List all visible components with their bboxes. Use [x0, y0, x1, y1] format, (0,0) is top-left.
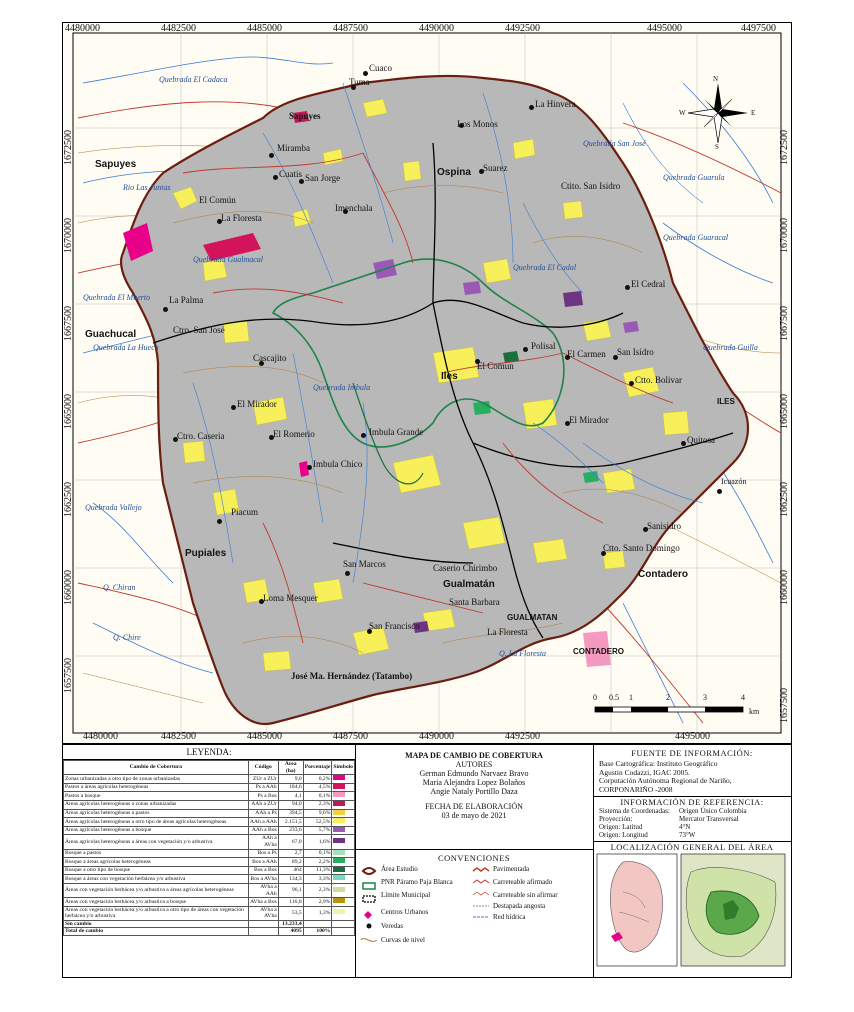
town-label: Contadero — [638, 569, 688, 580]
table-row — [64, 809, 355, 818]
convention-label: Carreteable afirmado — [493, 878, 553, 886]
legend-swatch — [333, 909, 345, 914]
table-header: Código — [248, 761, 278, 775]
cell-symbol — [332, 835, 355, 849]
cell-pct: 100% — [303, 928, 332, 936]
stream-label: Quebrada Vallejo — [85, 503, 142, 512]
convention-label: Destapada angosta — [493, 902, 546, 910]
place-label: Tuma — [349, 77, 370, 87]
cell-code: Ps a Bos — [248, 792, 278, 801]
place-label: Loma Mesquer — [263, 593, 318, 603]
stream-label: Q. Chiran — [103, 583, 136, 592]
cell-symbol — [332, 883, 355, 897]
cell-pct: 3,3% — [303, 875, 332, 884]
cell-code: AAh a AVha — [248, 835, 278, 849]
cell-symbol — [332, 826, 355, 835]
x-tick-bottom: 4480000 — [83, 731, 118, 742]
cell-pct: 1,6% — [303, 835, 332, 849]
x-tick: 4497500 — [741, 23, 776, 34]
place-label: Imenchala — [335, 203, 373, 213]
table-row — [64, 818, 355, 827]
author-name: German Edmundo Narvaez Bravo — [419, 769, 529, 778]
y-tick: 1670000 — [63, 218, 74, 253]
cell-pct: 2,3% — [303, 883, 332, 897]
place-label: El Comun — [477, 361, 514, 371]
source-line: CORPONARIÑO -2008 — [599, 784, 673, 794]
town-label: CONTADERO — [573, 647, 624, 656]
cell-code: Bos a Bos — [248, 866, 278, 875]
y-tick-right: 1667500 — [779, 306, 790, 341]
cell-name: Áreas agrícolas heterogéneas a otro tipo de áreas agrícolas heterogéneas — [64, 818, 249, 827]
cell-area: 89,2 — [278, 858, 303, 867]
place-label: El Cedral — [631, 279, 666, 289]
cell-name: Sin cambio — [64, 920, 249, 928]
place-label: Cascajito — [253, 353, 287, 363]
scale-label: 2 — [666, 693, 670, 702]
convention-label: Veredas — [381, 922, 404, 930]
y-tick-right: 1660000 — [779, 570, 790, 605]
place-label: San Isidro — [617, 347, 654, 357]
stream-label: Quebrada Gualmacal — [193, 255, 263, 264]
x-tick: 4490000 — [419, 23, 454, 34]
reference-title: INFORMACIÓN DE REFERENCIA: — [620, 797, 764, 807]
date-label: FECHA DE ELABORACIÓN — [425, 802, 523, 811]
legend-swatch — [333, 827, 345, 832]
cell-pct: 2,9% — [303, 898, 332, 907]
y-tick-right: 1657500 — [779, 688, 790, 723]
convention-label: Red hídrica — [493, 913, 526, 921]
table-row — [64, 858, 355, 867]
place-label: La Floresta — [221, 213, 262, 223]
table-row — [64, 783, 355, 792]
cell-area: 96,1 — [278, 883, 303, 897]
cell-name: Bosque a áreas con vegetación herbácea y/o arbustiva — [64, 875, 249, 884]
cell-name: Bosque a áreas agrícolas heterogéneas — [64, 858, 249, 867]
legend-swatch — [333, 858, 345, 863]
legend-swatch — [333, 867, 345, 872]
place-label: La Floresta — [487, 627, 528, 637]
cell-area: 53,5 — [278, 906, 303, 920]
x-tick: 4487500 — [333, 23, 368, 34]
cell-name: Bosque a pastos — [64, 849, 249, 858]
y-tick: 1665000 — [63, 394, 74, 429]
convention-label: Centros Urbanos — [381, 908, 429, 916]
table-header: Símbolo — [332, 761, 355, 775]
place-label: El Mirador — [237, 399, 277, 409]
table-row — [64, 898, 355, 907]
scale-label: 0 — [593, 693, 597, 702]
cell-code: AAh a ZUr — [248, 800, 278, 809]
place-label: San Francisco — [369, 621, 420, 631]
authors-label: AUTORES — [455, 760, 493, 769]
cell-symbol — [332, 849, 355, 858]
ref-value: Mercator Transversal — [679, 815, 739, 823]
cell-code: Bos a Ps — [248, 849, 278, 858]
place-label: Miramba — [277, 143, 310, 153]
legend-swatch — [333, 784, 345, 789]
cell-code: AAh a Bos — [248, 826, 278, 835]
cell-code: AAh a AAh — [250, 818, 277, 825]
town-label: Iles — [441, 371, 458, 382]
stream-label: Quebrada Guilla — [703, 343, 758, 352]
cell-code: Ps a AAh — [248, 783, 278, 792]
place-label: Polisal — [531, 341, 556, 351]
cell-symbol — [332, 800, 355, 809]
author-name: Maria Alejandra Lopez Bolaños — [422, 778, 526, 787]
place-label: Ctto. Bolivar — [635, 375, 682, 385]
town-label: Gualmatán — [443, 579, 495, 590]
x-tick-bottom: 4492500 — [505, 731, 540, 742]
scale-label: 0.5 — [609, 693, 619, 702]
cell-pct: 4,5% — [303, 783, 332, 792]
convention-label: PNR Páramo Paja Blanca — [381, 878, 453, 886]
legend-swatch — [333, 775, 345, 780]
stream-label: Q. Chire — [113, 633, 141, 642]
cell-symbol — [332, 792, 355, 801]
y-tick: 1662500 — [63, 482, 74, 517]
ref-key: Proyección: — [599, 815, 633, 823]
place-label: Piacum — [231, 507, 258, 517]
cell-area: 13.233,4 — [278, 920, 303, 928]
cell-name: Pastos a bosque — [64, 792, 249, 801]
source-panel — [593, 745, 791, 977]
table-row — [64, 883, 355, 897]
table-row — [64, 866, 355, 875]
cell-symbol — [332, 928, 355, 936]
table-row — [64, 835, 355, 849]
place-label: Icuazón — [721, 477, 747, 486]
map-frame — [62, 22, 792, 744]
place-label: La Hinvera — [535, 99, 576, 109]
cell-name: Bosque a otro tipo de bosque — [64, 866, 249, 875]
place-label: San Jorge — [305, 173, 341, 183]
ref-value: 73°W — [679, 831, 696, 839]
stream-label: Rio Las Juntas — [123, 183, 171, 192]
cell-pct: 0,1% — [303, 849, 332, 858]
compass-n: N — [713, 75, 719, 83]
cell-code: AVha a Bos — [250, 898, 277, 905]
cell-pct: 52,5% — [303, 818, 332, 827]
scale-label: 4 — [741, 693, 745, 702]
cell-code: ZUr a ZUr — [248, 775, 278, 784]
cell-name: Áreas con vegetación herbácea y/o arbustiva a bosque — [64, 898, 249, 907]
cell-pct: 0,1% — [303, 792, 332, 801]
cell-name: Áreas con vegetación herbácea y/o arbustiva a otro tipo de áreas con vegetación herbácea y/o arbustiva — [64, 906, 249, 920]
compass-w: W — [679, 109, 686, 117]
town-label: Guachucal — [85, 329, 137, 340]
scale-unit: km — [749, 707, 760, 716]
cell-code: AVha a AVha — [248, 906, 278, 920]
y-tick-right: 1665000 — [779, 394, 790, 429]
y-tick: 1657500 — [63, 658, 74, 693]
cell-code: Bos a AVha — [248, 875, 278, 884]
place-label: Cuatis — [279, 169, 303, 179]
scale-label: 3 — [703, 693, 707, 702]
table-row — [64, 906, 355, 920]
ref-key: Origen: Latitud — [599, 823, 643, 831]
legend-swatch — [333, 850, 345, 855]
cell-pct: 5,7% — [303, 826, 332, 835]
place-label: El Mirador — [569, 415, 609, 425]
table-header: Área (ha) — [278, 761, 303, 775]
cell-area: 394,5 — [278, 809, 303, 818]
legend-swatch — [333, 818, 345, 823]
cell-area: 134,3 — [278, 875, 303, 884]
source-line: Agustin Codazzi, IGAC 2005. — [599, 767, 691, 777]
coverage-table — [63, 760, 355, 936]
compass-s: S — [715, 143, 719, 151]
y-tick-right: 1670000 — [779, 218, 790, 253]
stream-label: Quebrada El Muerto — [83, 293, 151, 302]
legend-swatch — [333, 898, 345, 903]
stream-label: Quebrada Guaracal — [663, 233, 729, 242]
place-label: Sapuyes — [289, 111, 321, 121]
x-tick: 4485000 — [247, 23, 282, 34]
y-tick: 1672500 — [63, 130, 74, 165]
stream-label: Quebrada El Cadal — [513, 263, 577, 272]
stream-label: Quebrada San José — [583, 139, 646, 148]
cell-symbol — [332, 783, 355, 792]
place-label: El Carmen — [567, 349, 606, 359]
cell-symbol — [332, 775, 355, 784]
conventions-title: CONVENCIONES — [437, 853, 511, 863]
y-tick-right: 1662500 — [779, 482, 790, 517]
cell-name: Áreas agrícolas heterogéneas a áreas con vegetación y/o arbustiva — [64, 835, 249, 849]
place-label: Ctro. San José — [173, 325, 225, 335]
x-tick: 4482500 — [161, 23, 196, 34]
table-row — [64, 928, 355, 936]
cell-area: 94,0 — [278, 800, 303, 809]
x-tick: 4495000 — [647, 23, 682, 34]
table-row — [64, 849, 355, 858]
x-tick: 4480000 — [65, 23, 100, 34]
place-label: El Romerio — [273, 429, 315, 439]
ref-value: Origen Único Colombia — [679, 807, 747, 815]
cell-symbol — [332, 920, 355, 928]
cell-area: 4095 — [278, 928, 303, 936]
map-title: MAPA DE CAMBIO DE COBERTURA — [405, 751, 543, 760]
x-tick-bottom: 4490000 — [419, 731, 454, 742]
legend-swatch — [333, 887, 345, 892]
cell-name: Áreas agrícolas heterogéneas a bosque — [64, 826, 249, 835]
cell-code: AVha a AAh — [248, 883, 278, 897]
cell-symbol — [332, 898, 355, 907]
stream-label: Quebrada Guarula — [663, 173, 725, 182]
cell-pct: 1,3% — [303, 906, 332, 920]
legend-swatch — [333, 801, 345, 806]
cell-code: Bos a AAh — [248, 858, 278, 867]
stream-label: Quebrada El Cadaca — [159, 75, 228, 84]
stream-label: Quebrada La Hueca — [93, 343, 159, 352]
cell-name: Áreas con vegetación herbácea y/o arbustiva a áreas agrícolas heterogéneas — [64, 883, 249, 897]
cell-code — [248, 928, 278, 936]
place-label: Ctro. Caseria — [177, 431, 225, 441]
cell-area: 464 — [278, 866, 303, 875]
cell-pct: 0,2% — [303, 775, 332, 784]
table-row — [64, 792, 355, 801]
cell-name: Áreas agrícolas heterogéneas a pastos — [64, 809, 249, 818]
x-tick: 4492500 — [505, 23, 540, 34]
cell-code: AAh a Ps — [248, 809, 278, 818]
cell-symbol — [332, 858, 355, 867]
compass-e: E — [751, 109, 756, 117]
source-line: Corputación Autónoma Regional de Nariño, — [599, 776, 732, 785]
cell-name: Zonas urbanizadas a otro tipo de zonas urbanizadas — [64, 775, 249, 784]
place-label: Ctito. San Isidro — [561, 181, 621, 191]
cell-pct: 9,6% — [303, 809, 332, 818]
place-label: Imbula Chico — [313, 459, 363, 469]
legend-box — [62, 744, 792, 978]
location-inset — [593, 852, 791, 970]
table-row — [64, 800, 355, 809]
source-title: FUENTE DE INFORMACIÓN: — [631, 748, 753, 758]
coverage-legend — [63, 745, 356, 977]
legend-swatch — [333, 838, 345, 843]
date-value: 03 de mayo de 2021 — [441, 811, 507, 820]
table-header: Cambio de Cobertura — [64, 761, 249, 775]
place-label: Los Monos — [457, 119, 498, 129]
cell-symbol — [332, 809, 355, 818]
cell-code — [248, 920, 278, 928]
legend-swatch — [333, 792, 345, 797]
x-tick-bottom: 4485000 — [247, 731, 282, 742]
table-row — [64, 875, 355, 884]
place-label: José Ma. Hernández (Tatambo) — [291, 671, 413, 681]
cell-area: 233,6 — [278, 826, 303, 835]
town-label: Pupiales — [185, 548, 227, 559]
convention-label: Pavimentada — [493, 865, 530, 873]
cell-pct — [303, 920, 332, 928]
table-row — [64, 826, 355, 835]
place-label: Suarez — [483, 163, 508, 173]
town-label: Sapuyes — [95, 159, 137, 170]
place-label: La Palma — [169, 295, 204, 305]
cell-pct: 11,3% — [303, 866, 332, 875]
convention-label: Límite Municipal — [381, 891, 431, 899]
cell-name: Áreas agrícolas heterogéneas a zonas urbanizadas — [64, 800, 249, 809]
ref-key: Origen: Longitud — [599, 831, 648, 839]
convention-label: Carreteable sin afirmar — [493, 891, 558, 899]
cell-area: 116,8 — [278, 898, 303, 907]
town-label: ILES — [717, 397, 735, 406]
cell-area: 2,7 — [278, 849, 303, 858]
y-tick: 1660000 — [63, 570, 74, 605]
location-title: LOCALIZACIÓN GENERAL DEL ÁREA — [610, 842, 774, 852]
cell-area: 4,1 — [278, 792, 303, 801]
legend-swatch — [333, 810, 345, 815]
town-label: GUALMATAN — [507, 613, 558, 622]
place-label: San Marcos — [343, 559, 386, 569]
cell-area: 184,6 — [278, 783, 303, 792]
stream-label: Q. La Floresta — [499, 649, 547, 658]
legend-swatch — [333, 875, 345, 880]
convention-label: Curvas de nivel — [381, 936, 425, 944]
convention-label: Área Estudio — [381, 865, 418, 873]
x-tick-bottom: 4495000 — [675, 731, 710, 742]
cell-name: Pastos a áreas agrícolas heterogéneas — [64, 783, 249, 792]
place-label: Caserio Chirimbo — [433, 563, 498, 573]
stream-label: Quebrada Imbula — [313, 383, 371, 392]
place-label: Sanisidro — [647, 521, 682, 531]
table-row — [64, 775, 355, 784]
cell-pct: 2,3% — [303, 800, 332, 809]
source-line: Base Cartográfica: Instituto Geográfico — [599, 759, 718, 768]
y-tick: 1667500 — [63, 306, 74, 341]
cell-pct: 2,2% — [303, 858, 332, 867]
cell-symbol — [332, 875, 355, 884]
place-label: Santa Barbara — [449, 597, 500, 607]
town-label: Ospina — [437, 167, 471, 178]
cell-symbol — [332, 818, 355, 827]
cell-name: Total de cambio — [64, 928, 249, 936]
author-name: Angie Nataly Portillo Daza — [430, 787, 518, 796]
place-label: Quitosa — [687, 435, 715, 445]
table-header: Porcentaje — [303, 761, 332, 775]
place-label: Imbula Grande — [369, 427, 424, 437]
place-label: Ctto. Santo Domingo — [603, 543, 680, 553]
scale-bar — [595, 707, 743, 712]
x-tick-bottom: 4482500 — [161, 731, 196, 742]
ref-value: 4°N — [679, 823, 691, 831]
cell-area: 2.151,5 — [278, 818, 303, 827]
place-label: Cuaco — [369, 63, 392, 73]
ref-key: Sistema de Coordenadas: — [599, 807, 670, 815]
scale-label: 1 — [629, 693, 633, 702]
cell-symbol — [332, 906, 355, 920]
y-tick-right: 1672500 — [779, 130, 790, 165]
cell-symbol — [332, 866, 355, 875]
place-label: El Común — [199, 195, 236, 205]
legend-title: LEYENDA: — [63, 745, 355, 760]
table-row — [64, 920, 355, 928]
info-panel — [355, 745, 594, 977]
cell-area: 9,0 — [278, 775, 303, 784]
x-tick-bottom: 4487500 — [333, 731, 368, 742]
cell-area: 67,0 — [278, 835, 303, 849]
